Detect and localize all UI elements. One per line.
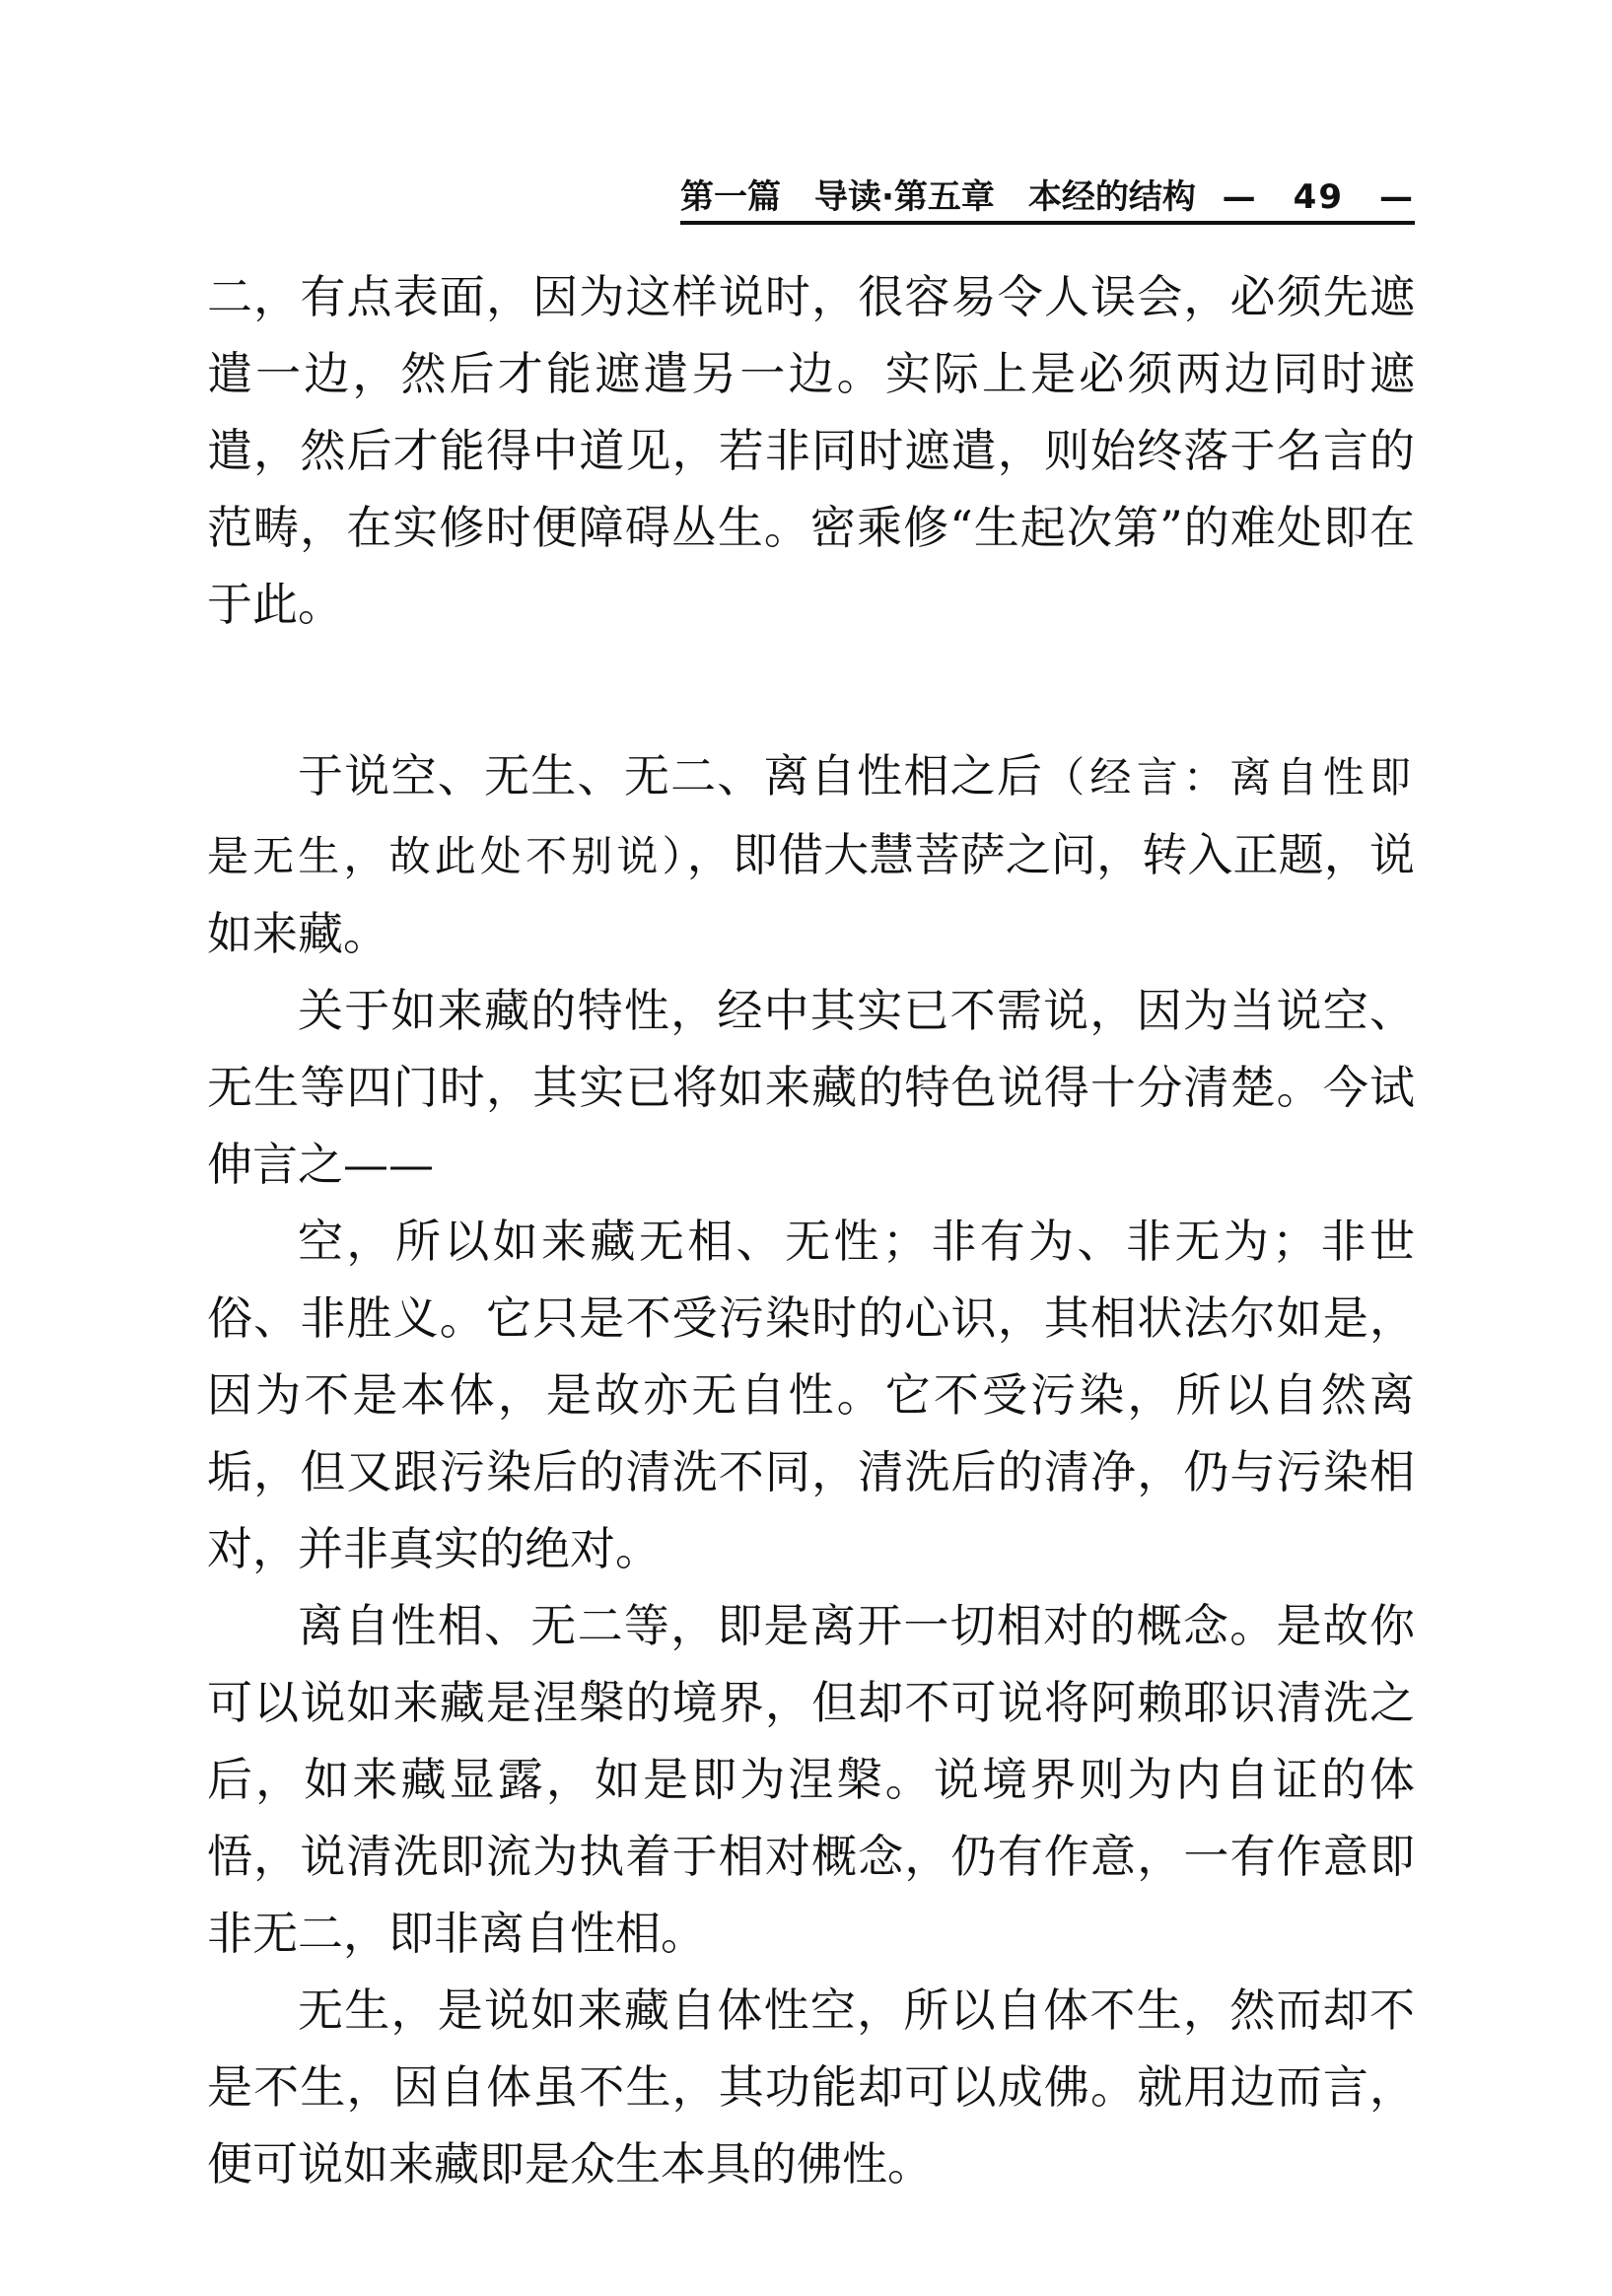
paragraph-emptiness: 空，所以如来藏无相、无性；非有为、非无为；非世俗、非胜义。它只是不受污染时的心识，其相状法尔如是，因为不是本体，是故亦无自性。它不受污染，所以自然离垢，但又跟污染后的清洗不同，清洗后的清净，仍与污染相对，并非真实的绝对。 — [207, 1215, 1415, 1575]
body-text — [207, 258, 1415, 2202]
inline-note: （经言：离自性即是无生，故此处不别说） — [207, 753, 1415, 880]
running-header — [680, 166, 1415, 221]
running-title: 第一篇 导读·第五章 本经的结构 — [680, 176, 1196, 217]
paragraph-text-after-note: ，即借大慧菩萨之问，转入正题，说如来藏。 — [207, 828, 1415, 960]
paragraph-characteristics: 关于如来藏的特性，经中其实已不需说，因为当说空、无生等四门时，其实已将如来藏的特色说得十分清楚。今试伸言之—— — [207, 984, 1415, 1191]
paragraph-non-duality: 离自性相、无二等，即是离开一切相对的概念。是故你可以说如来藏是涅槃的境界，但却不可说将阿赖耶识清洗之后，如来藏显露，如是即为涅槃。说境界则为内自证的体悟，说清洗即流为执着于相对概念，仍有作意，一有作意即非无二，即非离自性相。 — [207, 1599, 1415, 1960]
paragraph-continued: 二，有点表面，因为这样说时，很容易令人误会，必须先遮遣一边，然后才能遮遣另一边。实际上是必须两边同时遮遣，然后才能得中道见，若非同时遮遣，则始终落于名言的范畴，在实修时便障碍丛生。密乘修“生起次第”的难处即在于此。 — [207, 270, 1415, 631]
paragraph-non-arising: 无生，是说如来藏自体性空，所以自体不生，然而却不是不生，因自体虽不生，其功能却可以成佛。就用边而言，便可说如来藏即是众生本具的佛性。 — [207, 1983, 1415, 2191]
paragraph-text-before-note: 于说空、无生、无二、离自性相之后 — [298, 749, 1044, 802]
page-number: — 49 — — [1222, 176, 1415, 217]
header-rule — [680, 221, 1415, 225]
paragraph-tathagatagarbha-intro — [207, 737, 1415, 972]
